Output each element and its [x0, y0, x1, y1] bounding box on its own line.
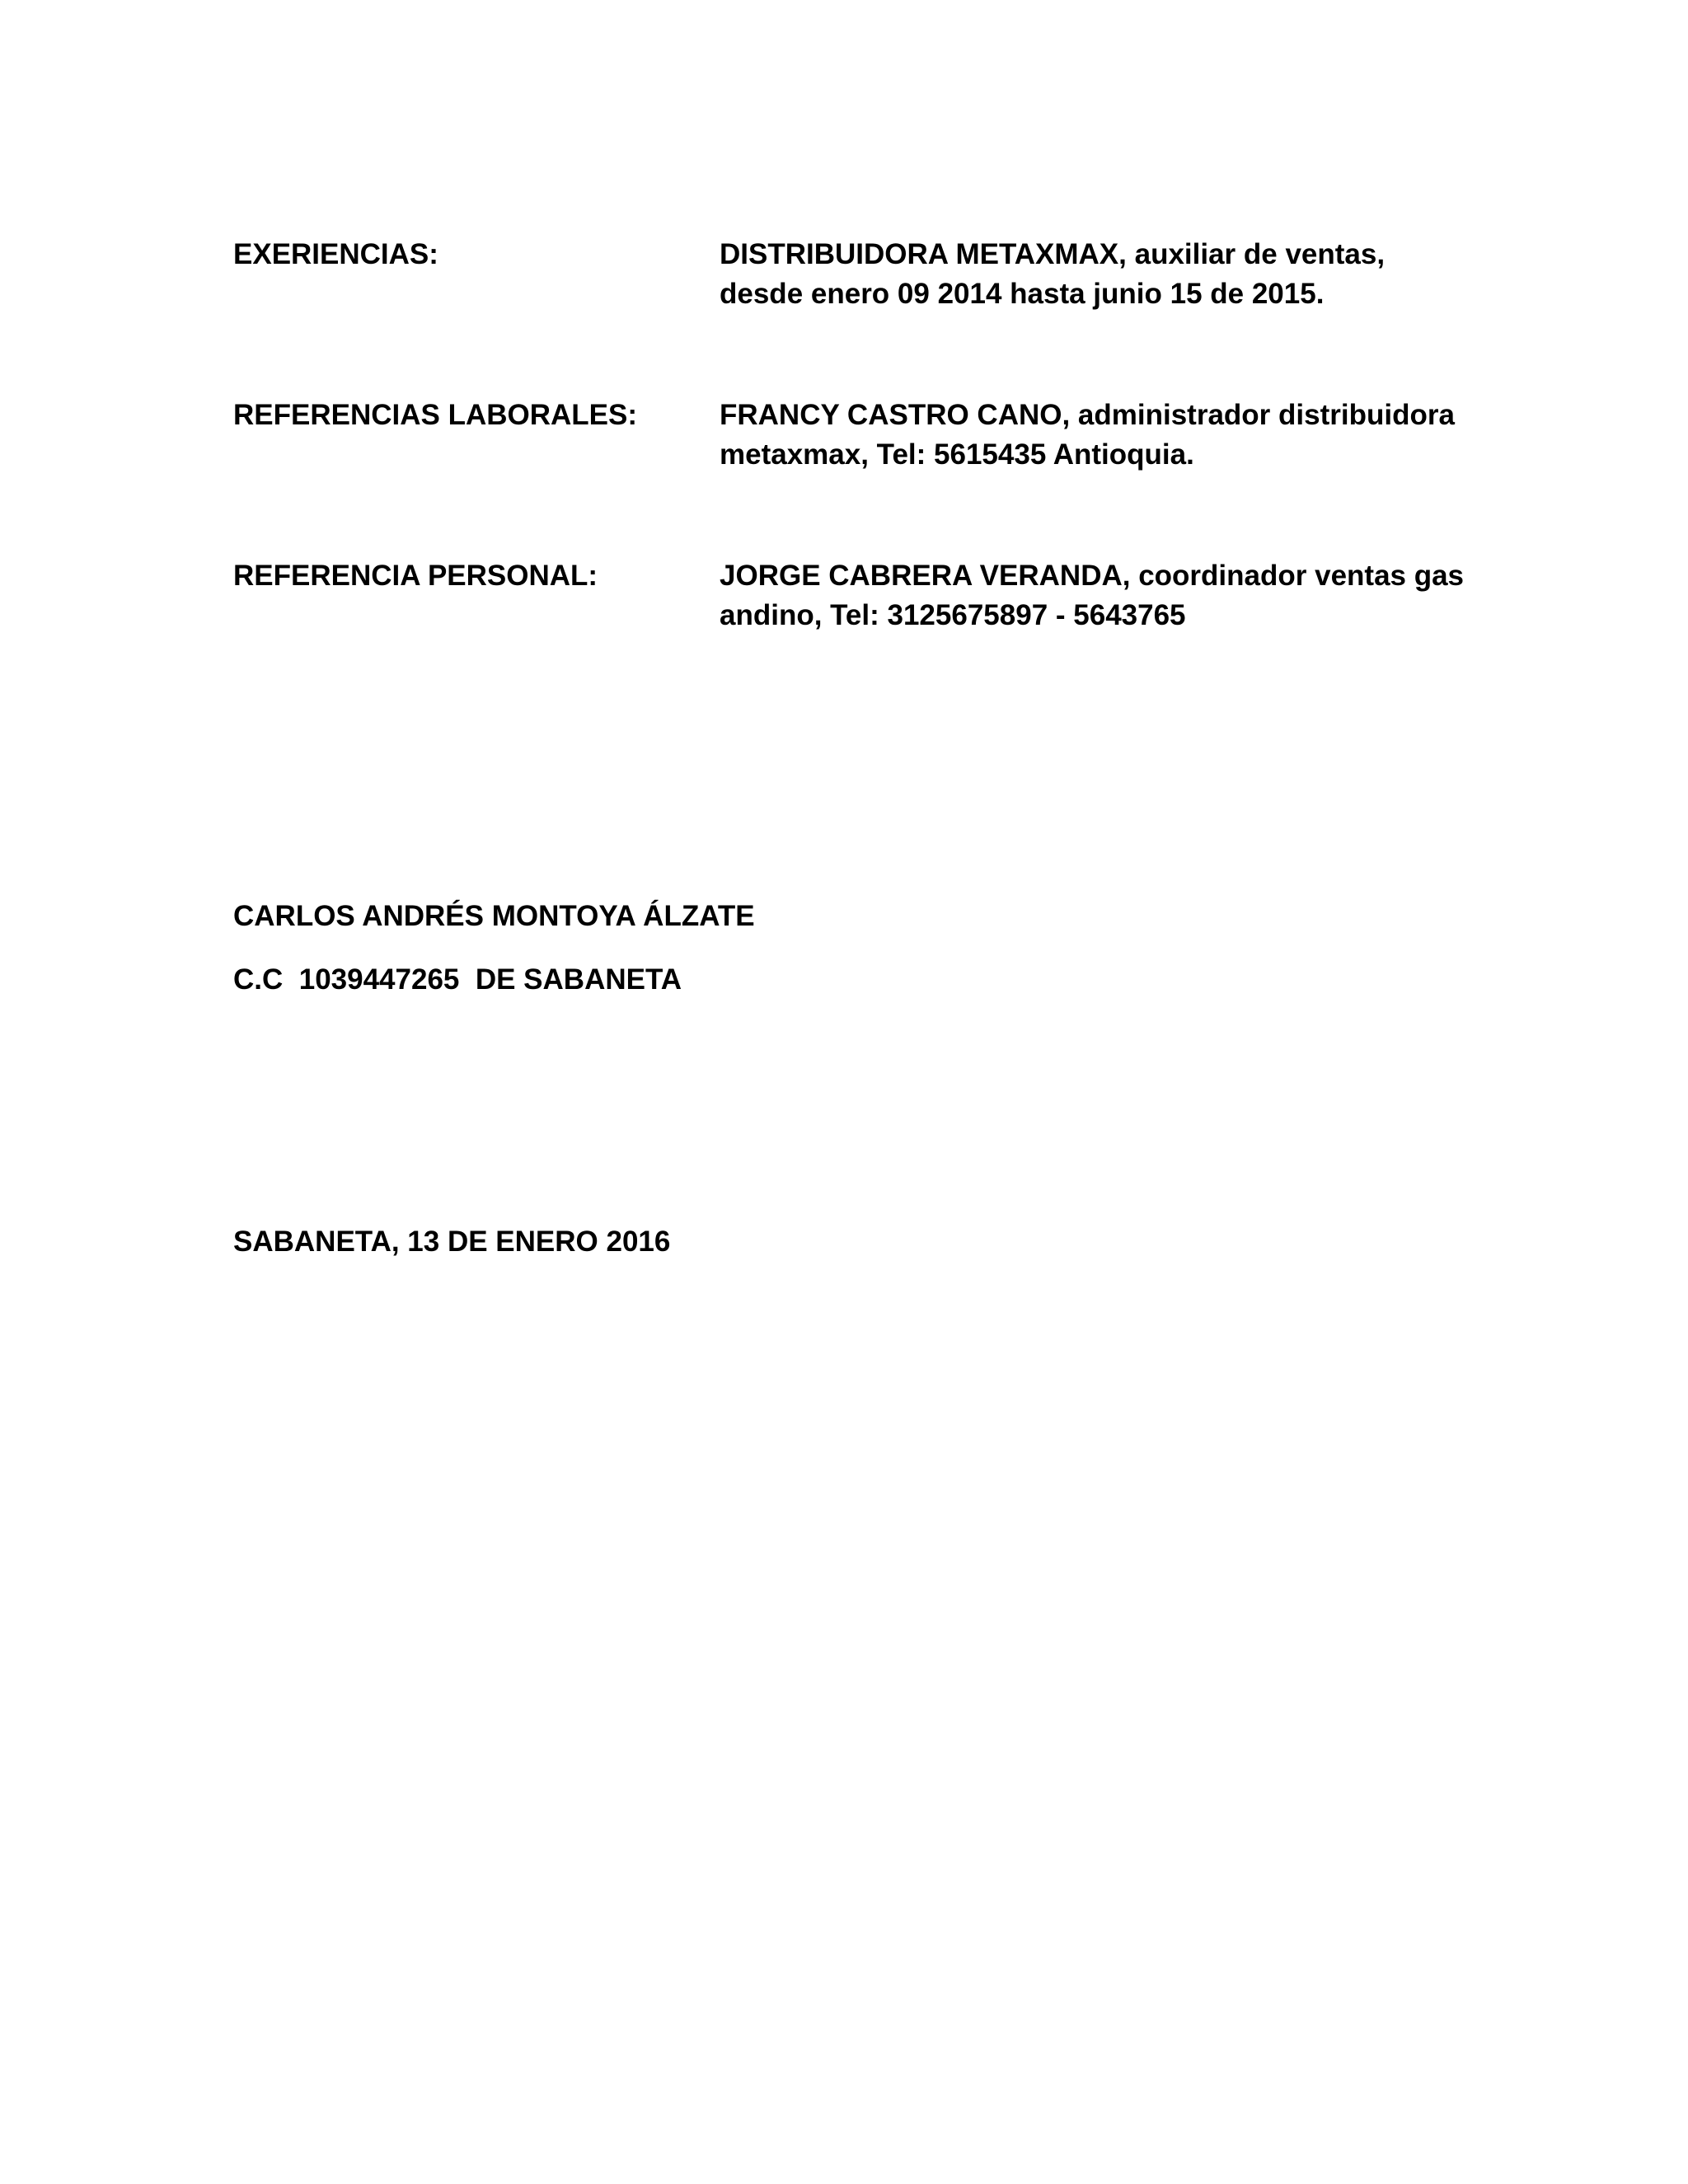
- work-references-content: [720, 396, 1455, 475]
- signature-name: CARLOS ANDRÉS MONTOYA ÁLZATE: [233, 900, 755, 932]
- work-references-section: [233, 396, 1453, 475]
- experience-label: EXERIENCIAS:: [233, 238, 438, 270]
- work-references-line-2: metaxmax, Tel: 5615435 Antioquia.: [720, 438, 1194, 471]
- personal-reference-line-2: andino, Tel: 3125675897 - 5643765: [720, 599, 1186, 631]
- experience-line-1: DISTRIBUIDORA METAXMAX, auxiliar de ventas,: [720, 238, 1386, 270]
- work-references-label: REFERENCIAS LABORALES:: [233, 399, 638, 431]
- signature-id: C.C 1039447265 DE SABANETA: [233, 963, 682, 996]
- experience-line-2: desde enero 09 2014 hasta junio 15 de 2015.: [720, 278, 1325, 310]
- experience-section: [233, 235, 1453, 314]
- personal-reference-label: REFERENCIA PERSONAL:: [233, 560, 598, 592]
- place-date: SABANETA, 13 DE ENERO 2016: [233, 1226, 671, 1258]
- work-references-line-1: FRANCY CASTRO CANO, administrador distribuidora: [720, 399, 1455, 431]
- personal-reference-content: [720, 556, 1465, 635]
- personal-reference-section: [233, 556, 1465, 635]
- personal-reference-line-1: JORGE CABRERA VERANDA, coordinador ventas gas: [720, 560, 1465, 592]
- experience-content: [720, 235, 1445, 314]
